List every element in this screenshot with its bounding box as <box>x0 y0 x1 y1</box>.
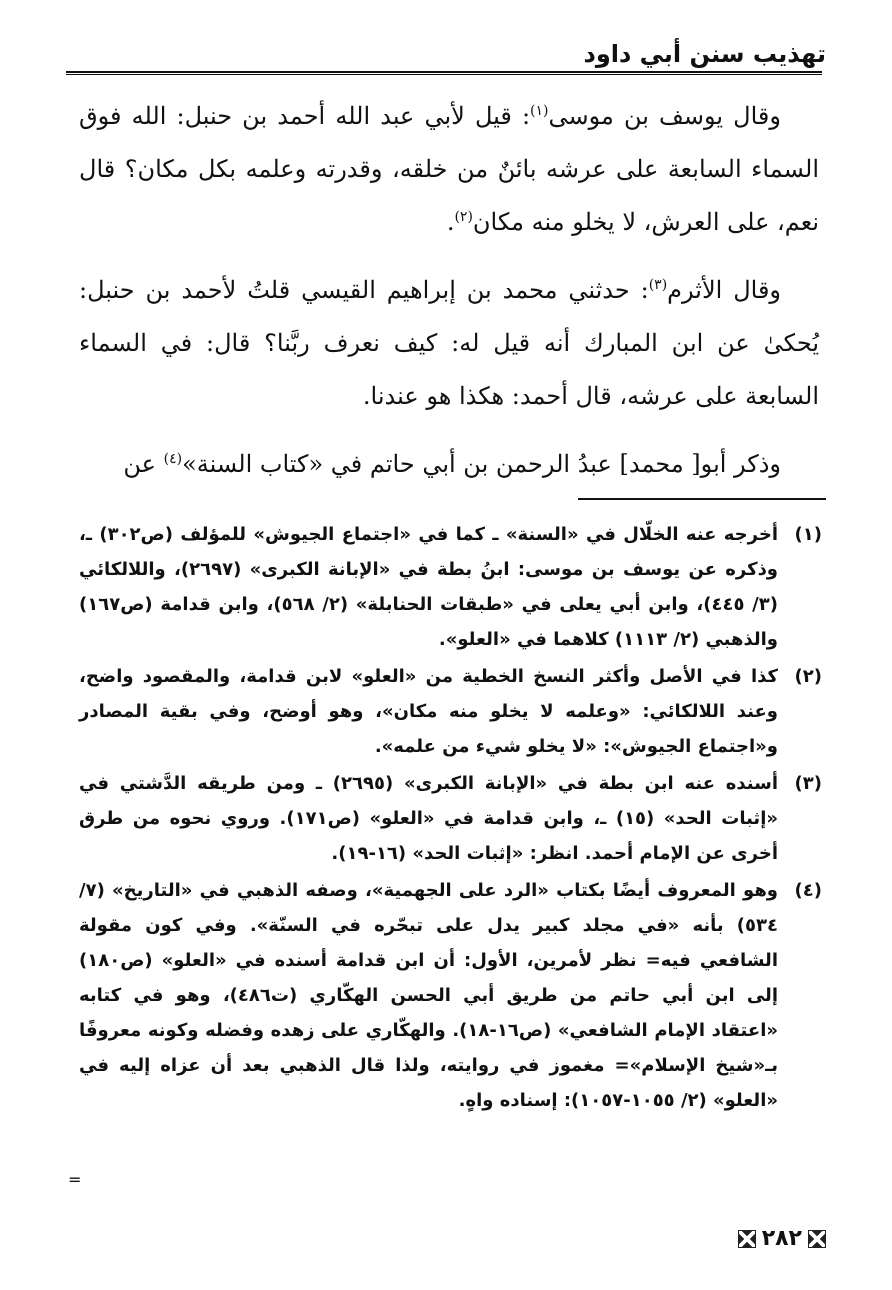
paragraph-text: وقال الأثرم <box>667 276 781 304</box>
paragraph-text: وقال يوسف بن موسى <box>548 102 781 130</box>
footnote-2 <box>79 659 822 764</box>
running-title: تهذيب سنن أبي داود <box>583 40 826 68</box>
footnotes <box>79 517 822 1120</box>
paragraph-text: . <box>446 208 455 236</box>
main-text <box>79 90 819 506</box>
paragraph-text: : حدثني محمد بن إبراهيم القيسي قلتُ لأحمد بن حنبل: يُحكىٰ عن ابن المبارك أنه قيل له: كيف نعرف ربَّنا؟ قال: في السماء السابعة على عرشه، قال أحمد: هكذا هو عندنا. <box>79 276 819 410</box>
footnote-number: (١) <box>794 524 822 545</box>
page-number-box <box>738 1228 826 1250</box>
footnote-text: كذا في الأصل وأكثر النسخ الخطية من «العلو» لابن قدامة، والمقصود واضح، وعند اللالكائي: «وعلمه لا يخلو منه مكان»، وهو أوضح، وفي بقية المصادر و«اجتماع الجيوش»: «لا يخلو شيء من علمه». <box>79 666 778 757</box>
page-number: ٢٨٢ <box>761 1226 802 1251</box>
footnote-1 <box>79 517 822 657</box>
footnote-4 <box>79 873 822 1118</box>
paragraph-1 <box>79 90 819 249</box>
footnote-text: أخرجه عنه الخلّال في «السنة» ـ كما في «اجتماع الجيوش» للمؤلف (ص٣٠٢) ـ، وذكره عن يوسف بن موسى: ابنُ بطة في «الإبانة الكبرى» (٢٦٩٧)، واللالكائي (٣/ ٤٤٥)، وابن أبي يعلى في «طبقات الحنابلة» (٢/ ٥٦٨)، وابن قدامة (ص١٦٧) والذهبي (٢/ ١١١٣) كلاهما في «العلو». <box>79 524 778 650</box>
footnote-ref-2: (٢) <box>454 209 473 225</box>
footnote-3 <box>79 766 822 871</box>
footnote-number: (٤) <box>794 880 822 901</box>
paragraph-text: وذكر أبو[ محمد] عبدُ الرحمن بن أبي حاتم في «كتاب السنة» <box>182 450 781 478</box>
continuation-mark: = <box>68 1170 82 1189</box>
footnote-text: وهو المعروف أيضًا بكتاب «الرد على الجهمية»، وصفه الذهبي في «التاريخ» (٧/ ٥٣٤) بأنه «في مجلد كبير يدل على تبحّره في السنّة». وفي كون مقولة الشافعي فيه= نظر لأمرين، الأول: أن ابن قدامة أسنده في «العلو» (ص١٨٠) إلى ابن أبي حاتم من طريق أبي الحسن الهكّاري (ت٤٨٦)، وهو في كتابه «اعتقاد الإمام الشافعي» (ص١٦-١٨). والهكّاري على زهده وفضله وكونه معروفًا بـ«شيخ الإسلام»= مغموز في روايته، ولذا قال الذهبي بعد أن عزاه إليه في «العلو» (٢/ ١٠٥٥-١٠٥٧): إسناده واهٍ. <box>79 880 779 1111</box>
header-rule <box>66 71 822 75</box>
ornament-icon <box>808 1230 826 1248</box>
footnote-number: (٣) <box>794 773 822 794</box>
footnote-text: أسنده عنه ابن بطة في «الإبانة الكبرى» (٢٦٩٥) ـ ومن طريقه الدَّشتي في «إثبات الحد» (١٥) ـ، وابن قدامة في «العلو» (ص١٧١). وروي نحوه من طرق أخرى عن الإمام أحمد. انظر: «إثبات الحد» (١٦-١٩). <box>79 773 779 864</box>
ornament-icon <box>738 1230 756 1248</box>
footnote-separator <box>578 498 826 500</box>
footnote-ref-3: (٣) <box>648 277 668 293</box>
footnote-ref-4: (٤) <box>163 451 183 467</box>
paragraph-text: عن <box>123 450 164 478</box>
paragraph-text: : قيل لأبي عبد الله أحمد بن حنبل: الله فوق السماء السابعة على عرشه بائنٌ من خلقه، وقدرته وعلمه بكل مكان؟ قال نعم، على العرش، لا يخلو منه مكان <box>79 102 819 236</box>
footnote-ref-1: (١) <box>530 103 549 119</box>
paragraph-3 <box>79 438 819 491</box>
footnote-number: (٢) <box>794 666 822 687</box>
paragraph-2 <box>79 264 819 423</box>
